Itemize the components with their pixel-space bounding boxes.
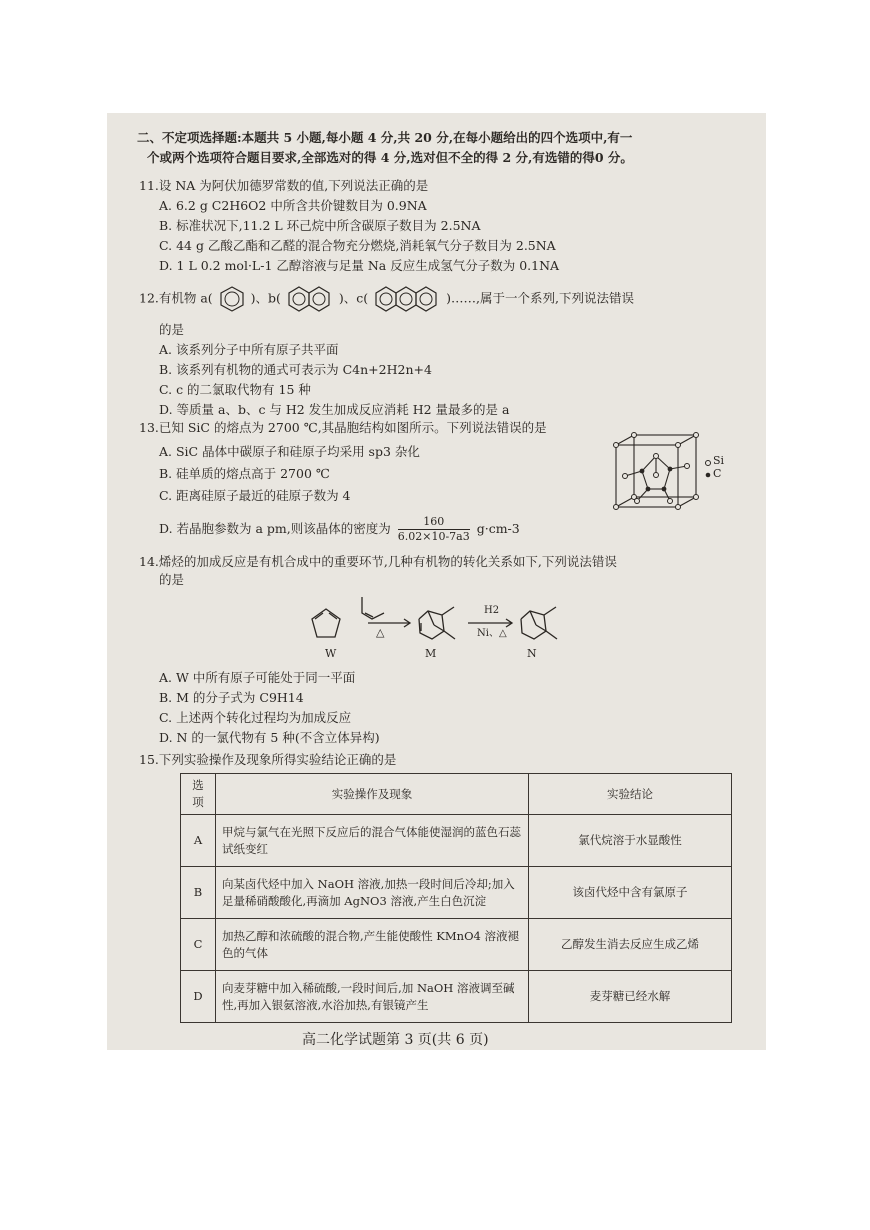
q13-option-d-text: D. 若晶胞参数为 a pm,则该晶体的密度为 <box>159 521 391 536</box>
q15-stem: 15.下列实验操作及现象所得实验结论正确的是 <box>139 752 397 767</box>
row-option: A <box>181 815 216 867</box>
header-operation: 实验操作及现象 <box>216 774 529 815</box>
q14-option-c: C. 上述两个转化过程均为加成反应 <box>159 710 352 725</box>
q14-option-b: B. M 的分子式为 C9H14 <box>159 690 304 705</box>
q12-stem-a: 12.有机物 a( <box>139 290 213 306</box>
q12-stem-d: )……,属于一个系列,下列说法错误 <box>446 290 634 306</box>
density-unit: g·cm-3 <box>476 521 520 536</box>
table-row <box>181 971 732 1023</box>
row-option: C <box>181 919 216 971</box>
experiment-table <box>180 773 732 1023</box>
reaction-scheme <box>302 591 582 671</box>
label-m: M <box>425 647 437 660</box>
q13-stem: 13.已知 SiC 的熔点为 2700 ℃,其晶胞结构如图所示。下列说法错误的是 <box>139 420 547 435</box>
q13-option-c: C. 距离硅原子最近的硅原子数为 4 <box>159 488 351 503</box>
section-header-line1: 二、不定项选择题:本题共 5 小题,每小题 4 分,共 20 分,在每小题给出的四个选项中,有一 <box>137 130 633 145</box>
q11-option-c: C. 44 g 乙酸乙酯和乙醛的混合物充分燃烧,消耗氧气分子数目为 2.5NA <box>159 238 556 253</box>
q11-stem: 11.设 NA 为阿伏加德罗常数的值,下列说法正确的是 <box>139 178 429 193</box>
q12-option-d: D. 等质量 a、b、c 与 H2 发生加成反应消耗 H2 量最多的是 a <box>159 402 510 417</box>
q12-stem-cont: 的是 <box>159 322 185 337</box>
legend-c-label: C <box>713 467 722 480</box>
row-operation: 向麦芽糖中加入稀硫酸,一段时间后,加 NaOH 溶液调至碱性,再加入银氨溶液,水浴加热,有银镜产生 <box>216 971 529 1023</box>
q12-stem-b: )、b( <box>250 290 281 306</box>
section-header-line2: 个或两个选项符合题目要求,全部选对的得 4 分,选对但不全的得 2 分,有选错的得0 分。 <box>147 150 633 165</box>
q13-option-b: B. 硅单质的熔点高于 2700 ℃ <box>159 466 330 481</box>
q14-option-a: A. W 中所有原子可能处于同一平面 <box>159 670 356 685</box>
row-operation: 加热乙醇和浓硫酸的混合物,产生能使酸性 KMnO4 溶液褪色的气体 <box>216 919 529 971</box>
cond2-top: H2 <box>484 605 500 616</box>
q11-option-a: A. 6.2 g C2H6O2 中所含共价键数目为 0.9NA <box>159 198 427 213</box>
fraction-numerator: 160 <box>398 515 470 530</box>
row-option: D <box>181 971 216 1023</box>
q12-option-b: B. 该系列有机物的通式可表示为 C4n+2H2n+4 <box>159 362 432 377</box>
q13-option-d <box>159 515 520 544</box>
q14-stem-cont: 的是 <box>159 572 185 587</box>
anthracene-structure <box>372 285 442 313</box>
cond1-triangle: △ <box>376 626 385 639</box>
naphthalene-structure <box>285 285 335 313</box>
q11-option-b: B. 标准状况下,11.2 L 环己烷中所含碳原子数目为 2.5NA <box>159 218 481 233</box>
q12-stem <box>139 285 634 313</box>
q13-option-a: A. SiC 晶体中碳原子和硅原子均采用 sp3 杂化 <box>159 444 420 459</box>
row-conclusion: 麦芽糖已经水解 <box>529 971 732 1023</box>
q14-option-d: D. N 的一氯代物有 5 种(不含立体异构) <box>159 730 380 745</box>
legend-si-label: Si <box>713 454 725 467</box>
row-conclusion: 氯代烷溶于水显酸性 <box>529 815 732 867</box>
row-option: B <box>181 867 216 919</box>
q12-option-c: C. c 的二氯取代物有 15 种 <box>159 382 311 397</box>
cond2-bottom: Ni、△ <box>477 628 507 639</box>
header-option: 选项 <box>181 774 216 815</box>
row-operation: 甲烷与氯气在光照下反应后的混合气体能使湿润的蓝色石蕊试纸变红 <box>216 815 529 867</box>
table-row <box>181 815 732 867</box>
exam-page <box>107 113 766 1050</box>
q12-stem-c: )、c( <box>338 290 369 306</box>
row-operation: 向某卤代烃中加入 NaOH 溶液,加热一段时间后冷却;加入足量稀硝酸酸化,再滴加 AgNO3 溶液,产生白色沉淀 <box>216 867 529 919</box>
row-conclusion: 乙醇发生消去反应生成乙烯 <box>529 919 732 971</box>
q11-option-d: D. 1 L 0.2 mol·L-1 乙醇溶液与足量 Na 反应生成氢气分子数为 0.1NA <box>159 258 560 273</box>
row-conclusion: 该卤代烃中含有氯原子 <box>529 867 732 919</box>
label-w: W <box>325 647 337 660</box>
benzene-structure <box>217 285 247 313</box>
q14-stem: 14.烯烃的加成反应是有机合成中的重要环节,几种有机物的转化关系如下,下列说法错误 <box>139 554 617 569</box>
header-conclusion: 实验结论 <box>529 774 732 815</box>
label-n: N <box>527 647 537 660</box>
table-row <box>181 867 732 919</box>
q12-option-a: A. 该系列分子中所有原子共平面 <box>159 342 339 357</box>
page-footer: 高二化学试题第 3 页(共 6 页) <box>302 1032 489 1048</box>
table-header-row <box>181 774 732 815</box>
density-fraction <box>398 515 470 544</box>
table-row <box>181 919 732 971</box>
fraction-denominator: 6.02×10-7a3 <box>397 530 470 543</box>
